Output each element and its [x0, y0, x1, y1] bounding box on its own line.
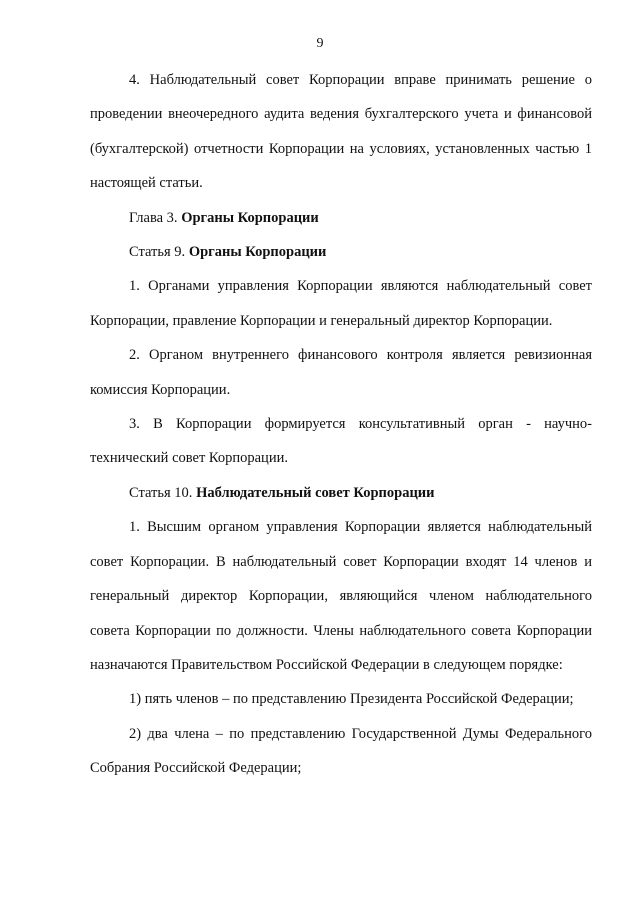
- chapter-heading: [90, 201, 592, 235]
- article-10-heading-prefix: Статья 10.: [129, 484, 197, 501]
- article-10-paragraph-1: 1. Высшим органом управления Корпорации является наблюдательный совет Корпорации. В наблюдательный совет Корпорации входят 14 членов и генеральный директор Корпорации, являющийся членом наблюдательного совета Корпорации по должности. Члены наблюдательного совета Корпорации назначаются Правительством Российской Федерации в следующем порядке:: [90, 519, 592, 673]
- article-9-paragraph-3: 3. В Корпорации формируется консультативный орган - научно-технический совет Корпорации.: [90, 416, 592, 467]
- chapter-heading-title: Органы Корпорации: [181, 209, 319, 226]
- article-9-heading-prefix: Статья 9.: [129, 244, 189, 261]
- article-10-heading: [90, 476, 592, 510]
- chapter-heading-prefix: Глава 3.: [129, 209, 182, 226]
- article-10-item-1: 1) пять членов – по представлению Президента Российской Федерации;: [129, 691, 574, 708]
- article-9-heading: [90, 235, 592, 269]
- paragraph-audit: 4. Наблюдательный совет Корпорации вправе принимать решение о проведении внеочередного аудита ведения бухгалтерского учета и финансовой (бухгалтерской) отчетности Корпорации на условиях, установленных частью 1 настоящей статьи.: [90, 72, 592, 192]
- article-10-heading-title: Наблюдательный совет Корпорации: [196, 484, 435, 501]
- article-9-paragraph-2: 2. Органом внутреннего финансового контроля является ревизионная комиссия Корпорации.: [90, 347, 592, 398]
- document-body: [90, 63, 592, 786]
- page-number: 9: [316, 36, 324, 51]
- article-10-item-2: 2) два члена – по представлению Государственной Думы Федерального Собрания Российской Федерации;: [90, 725, 592, 777]
- article-9-heading-title: Органы Корпорации: [188, 244, 327, 261]
- article-9-paragraph-1: 1. Органами управления Корпорации являются наблюдательный совет Корпорации, правление Корпорации и генеральный директор Корпорации.: [90, 278, 592, 329]
